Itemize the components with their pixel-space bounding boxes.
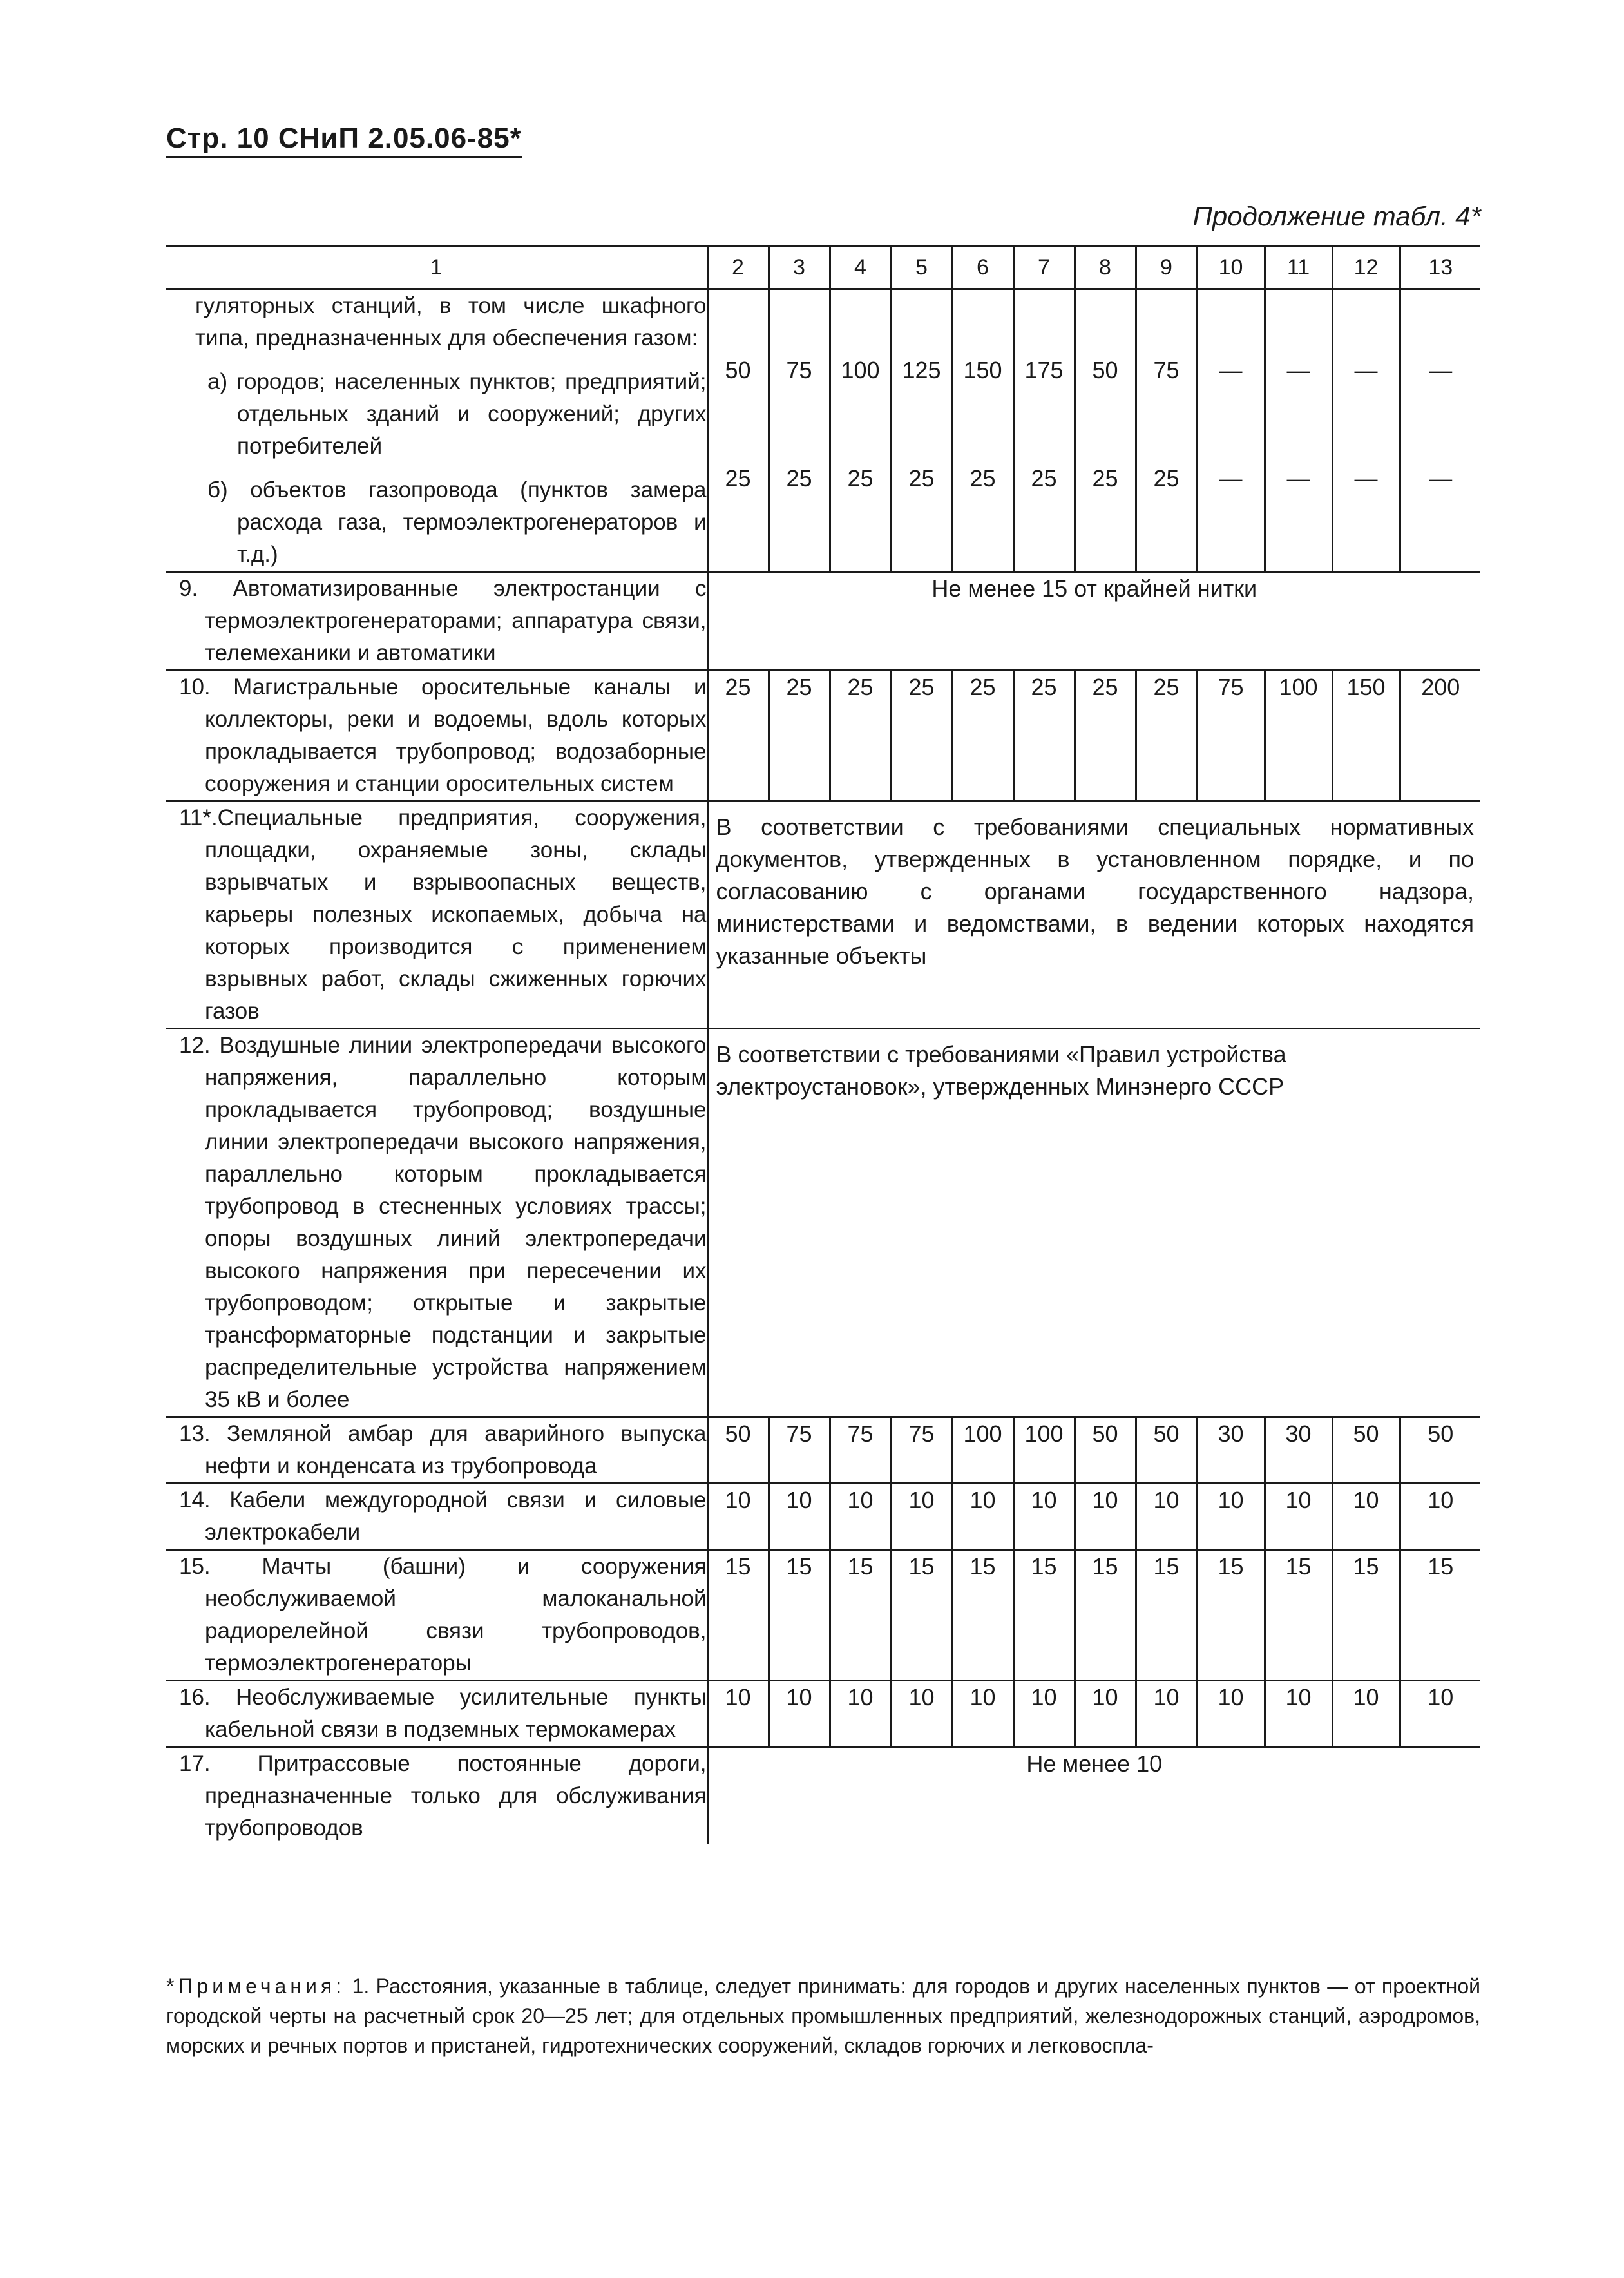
cell-value: 25	[707, 463, 769, 572]
cell-value: 50	[1400, 1417, 1480, 1484]
cell-value: 15	[1136, 1550, 1197, 1681]
row-label: 17. Притрассовые постоянные дороги, предназначенные только для обслуживания трубопроводов	[166, 1747, 707, 1845]
cell-value: 10	[1136, 1484, 1197, 1550]
cell-value: 10	[952, 1484, 1013, 1550]
cell-value: 30	[1265, 1417, 1332, 1484]
table-row-a	[166, 354, 1480, 463]
cell-value: 50	[1332, 1417, 1400, 1484]
cell-value: 75	[891, 1417, 952, 1484]
cell-value: 25	[952, 463, 1013, 572]
col-header: 12	[1332, 246, 1400, 289]
cell-value: 75	[1136, 354, 1197, 463]
table-header-row	[166, 246, 1480, 289]
cell-value: 125	[891, 354, 952, 463]
cell-value: 50	[1136, 1417, 1197, 1484]
note-text: 1. Расстояния, указанные в таблице, следует принимать: для городов и других населенных пунктов — от проектной городской черты на расчетный срок 20—25 лет; для отдельных промышленных предприятий, железнодорожных станций, аэродромов, морских и речных портов и пристаней, гидротехнических сооружений, складов горючих и легковоспла-	[166, 1975, 1481, 2057]
table-row-b	[166, 463, 1480, 572]
cell-value: 10	[891, 1484, 952, 1550]
table-row-12	[166, 1029, 1480, 1417]
cell-value: 100	[1265, 671, 1332, 801]
row-label: 14. Кабели междугородной связи и силовые электрокабели	[166, 1484, 707, 1550]
cell-value: 25	[1013, 671, 1075, 801]
table-note	[166, 1971, 1480, 2060]
distance-table	[166, 245, 1480, 1844]
cell-value: 25	[891, 671, 952, 801]
cell-value: 150	[1332, 671, 1400, 801]
cell-value: 15	[891, 1550, 952, 1681]
cell-value: 25	[707, 671, 769, 801]
cell-value: —	[1197, 463, 1265, 572]
row-label: 11*.Специальные предприятия, сооружения, площадки, охраняемые зоны, склады взрывчатых и взрывоопасных веществ, карьеры полезных ископаемых, добыча на которых производится с применением взрывных работ, склады сжиженных горючих газов	[166, 801, 707, 1029]
cell-value: 10	[1265, 1484, 1332, 1550]
cell-value: 25	[952, 671, 1013, 801]
cell-value: —	[1332, 463, 1400, 572]
cell-value: 200	[1400, 671, 1480, 801]
cell-value: 15	[952, 1550, 1013, 1681]
table-row-17	[166, 1747, 1480, 1845]
row-label: гуляторных станций, в том числе шкафного типа, предназначенных для обеспечения газом:	[195, 293, 707, 350]
col-header: 4	[830, 246, 891, 289]
cell-value: 10	[830, 1681, 891, 1747]
cell-value: 75	[769, 354, 830, 463]
cell-value: 10	[952, 1681, 1013, 1747]
table-row-15	[166, 1550, 1480, 1681]
cell-value: 10	[769, 1681, 830, 1747]
cell-value: 50	[707, 354, 769, 463]
cell-value: 10	[707, 1681, 769, 1747]
table-continuation-label: Продолжение табл. 4*	[1192, 201, 1481, 231]
cell-value: 25	[830, 671, 891, 801]
cell-value: 100	[1013, 1417, 1075, 1484]
cell-value: 25	[1136, 671, 1197, 801]
cell-value: 100	[952, 1417, 1013, 1484]
table-row-9	[166, 572, 1480, 671]
cell-value: 30	[1197, 1417, 1265, 1484]
cell-value: 10	[1197, 1681, 1265, 1747]
cell-value: 10	[707, 1484, 769, 1550]
cell-value: 15	[1075, 1550, 1136, 1681]
cell-value: 25	[1075, 463, 1136, 572]
col-header: 6	[952, 246, 1013, 289]
cell-value: 10	[1400, 1484, 1480, 1550]
cell-value: 25	[769, 671, 830, 801]
col-header: 2	[707, 246, 769, 289]
span-cell: В соответствии с требованиями специальных нормативных документов, утвержденных в установленном порядке, и по согласованию с органами государственного надзора, министерствами и ведомствами, в ведении которых находятся указанные объекты	[707, 801, 1480, 1029]
cell-value: 10	[1136, 1681, 1197, 1747]
cell-value: 75	[1197, 671, 1265, 801]
cell-value: —	[1400, 354, 1480, 463]
table-row-13	[166, 1417, 1480, 1484]
cell-value: 10	[1013, 1484, 1075, 1550]
row-label: 15. Мачты (башни) и сооружения необслуживаемой малоканальной радиорелейной связи трубопроводов, термоэлектрогенераторы	[166, 1550, 707, 1681]
cell-value: 10	[1400, 1681, 1480, 1747]
cell-value: 15	[1400, 1550, 1480, 1681]
col-header: 7	[1013, 246, 1075, 289]
cell-value: 25	[769, 463, 830, 572]
span-cell: Не менее 15 от крайней нитки	[707, 572, 1480, 671]
col-header: 11	[1265, 246, 1332, 289]
row-label: б) объектов газопровода (пунктов замера расхода газа, термоэлектрогенераторов и т.д.)	[207, 477, 707, 567]
cell-value: 150	[952, 354, 1013, 463]
col-header: 9	[1136, 246, 1197, 289]
cell-value: 10	[1197, 1484, 1265, 1550]
cell-value: 15	[1332, 1550, 1400, 1681]
row-label: 13. Земляной амбар для аварийного выпуска нефти и конденсата из трубопровода	[166, 1417, 707, 1484]
cell-value: 15	[1013, 1550, 1075, 1681]
span-cell: В соответствии с требованиями «Правил устройства электроустановок», утвержденных Минэнерго СССР	[707, 1029, 1480, 1417]
cell-value: 10	[1265, 1681, 1332, 1747]
cell-value: —	[1197, 354, 1265, 463]
cell-value: 75	[830, 1417, 891, 1484]
col-header: 10	[1197, 246, 1265, 289]
cell-value: 25	[1013, 463, 1075, 572]
cell-value: 50	[1075, 354, 1136, 463]
cell-value: —	[1265, 354, 1332, 463]
cell-value: 100	[830, 354, 891, 463]
col-header: 1	[166, 246, 707, 289]
page-header: Стр. 10 СНиП 2.05.06-85*	[166, 122, 522, 158]
col-header: 3	[769, 246, 830, 289]
cell-value: 10	[1075, 1681, 1136, 1747]
col-header: 5	[891, 246, 952, 289]
row-label: 9. Автоматизированные электростанции с термоэлектрогенераторами; аппаратура связи, телемеханики и автоматики	[166, 572, 707, 671]
cell-value: 25	[830, 463, 891, 572]
row-label: а) городов; населенных пунктов; предприятий; отдельных зданий и сооружений; других потребителей	[207, 369, 707, 459]
cell-value: —	[1332, 354, 1400, 463]
cell-value: 15	[707, 1550, 769, 1681]
table-row-11	[166, 801, 1480, 1029]
cell-value: 75	[769, 1417, 830, 1484]
cell-value: 25	[1136, 463, 1197, 572]
cell-value: 175	[1013, 354, 1075, 463]
cell-value: —	[1265, 463, 1332, 572]
cell-value: 10	[1075, 1484, 1136, 1550]
cell-value: 10	[830, 1484, 891, 1550]
col-header: 13	[1400, 246, 1480, 289]
cell-value: 50	[707, 1417, 769, 1484]
row-label: 10. Магистральные оросительные каналы и коллекторы, реки и водоемы, вдоль которых прокладывается трубопровод; водозаборные сооружения и станции оросительных систем	[166, 671, 707, 801]
cell-value: 15	[769, 1550, 830, 1681]
table-row-intro	[166, 289, 1480, 355]
cell-value: 10	[1332, 1681, 1400, 1747]
cell-value: 15	[1265, 1550, 1332, 1681]
span-cell: Не менее 10	[707, 1747, 1480, 1845]
row-label: 16. Необслуживаемые усилительные пункты кабельной связи в подземных термокамерах	[166, 1681, 707, 1747]
cell-value: 15	[830, 1550, 891, 1681]
row-label: 12. Воздушные линии электропередачи высокого напряжения, параллельно которым прокладывается трубопровод; воздушные линии электропередачи высокого напряжения, параллельно которым прокладывается трубопровод в стесненных условиях трассы; опоры воздушных линий электропередачи высокого напряжения при пересечении их трубопроводом; открытые и закрытые трансформаторные подстанции и закрытые распределительные устройства напряжением 35 кВ и более	[166, 1029, 707, 1417]
table-row-16	[166, 1681, 1480, 1747]
table-row-14	[166, 1484, 1480, 1550]
table-row-10	[166, 671, 1480, 801]
cell-value: —	[1400, 463, 1480, 572]
cell-value: 25	[1075, 671, 1136, 801]
cell-value: 10	[769, 1484, 830, 1550]
col-header: 8	[1075, 246, 1136, 289]
cell-value: 10	[891, 1681, 952, 1747]
note-label: *Примечания:	[166, 1975, 346, 1998]
cell-value: 10	[1013, 1681, 1075, 1747]
cell-value: 25	[891, 463, 952, 572]
cell-value: 10	[1332, 1484, 1400, 1550]
cell-value: 50	[1075, 1417, 1136, 1484]
cell-value: 15	[1197, 1550, 1265, 1681]
